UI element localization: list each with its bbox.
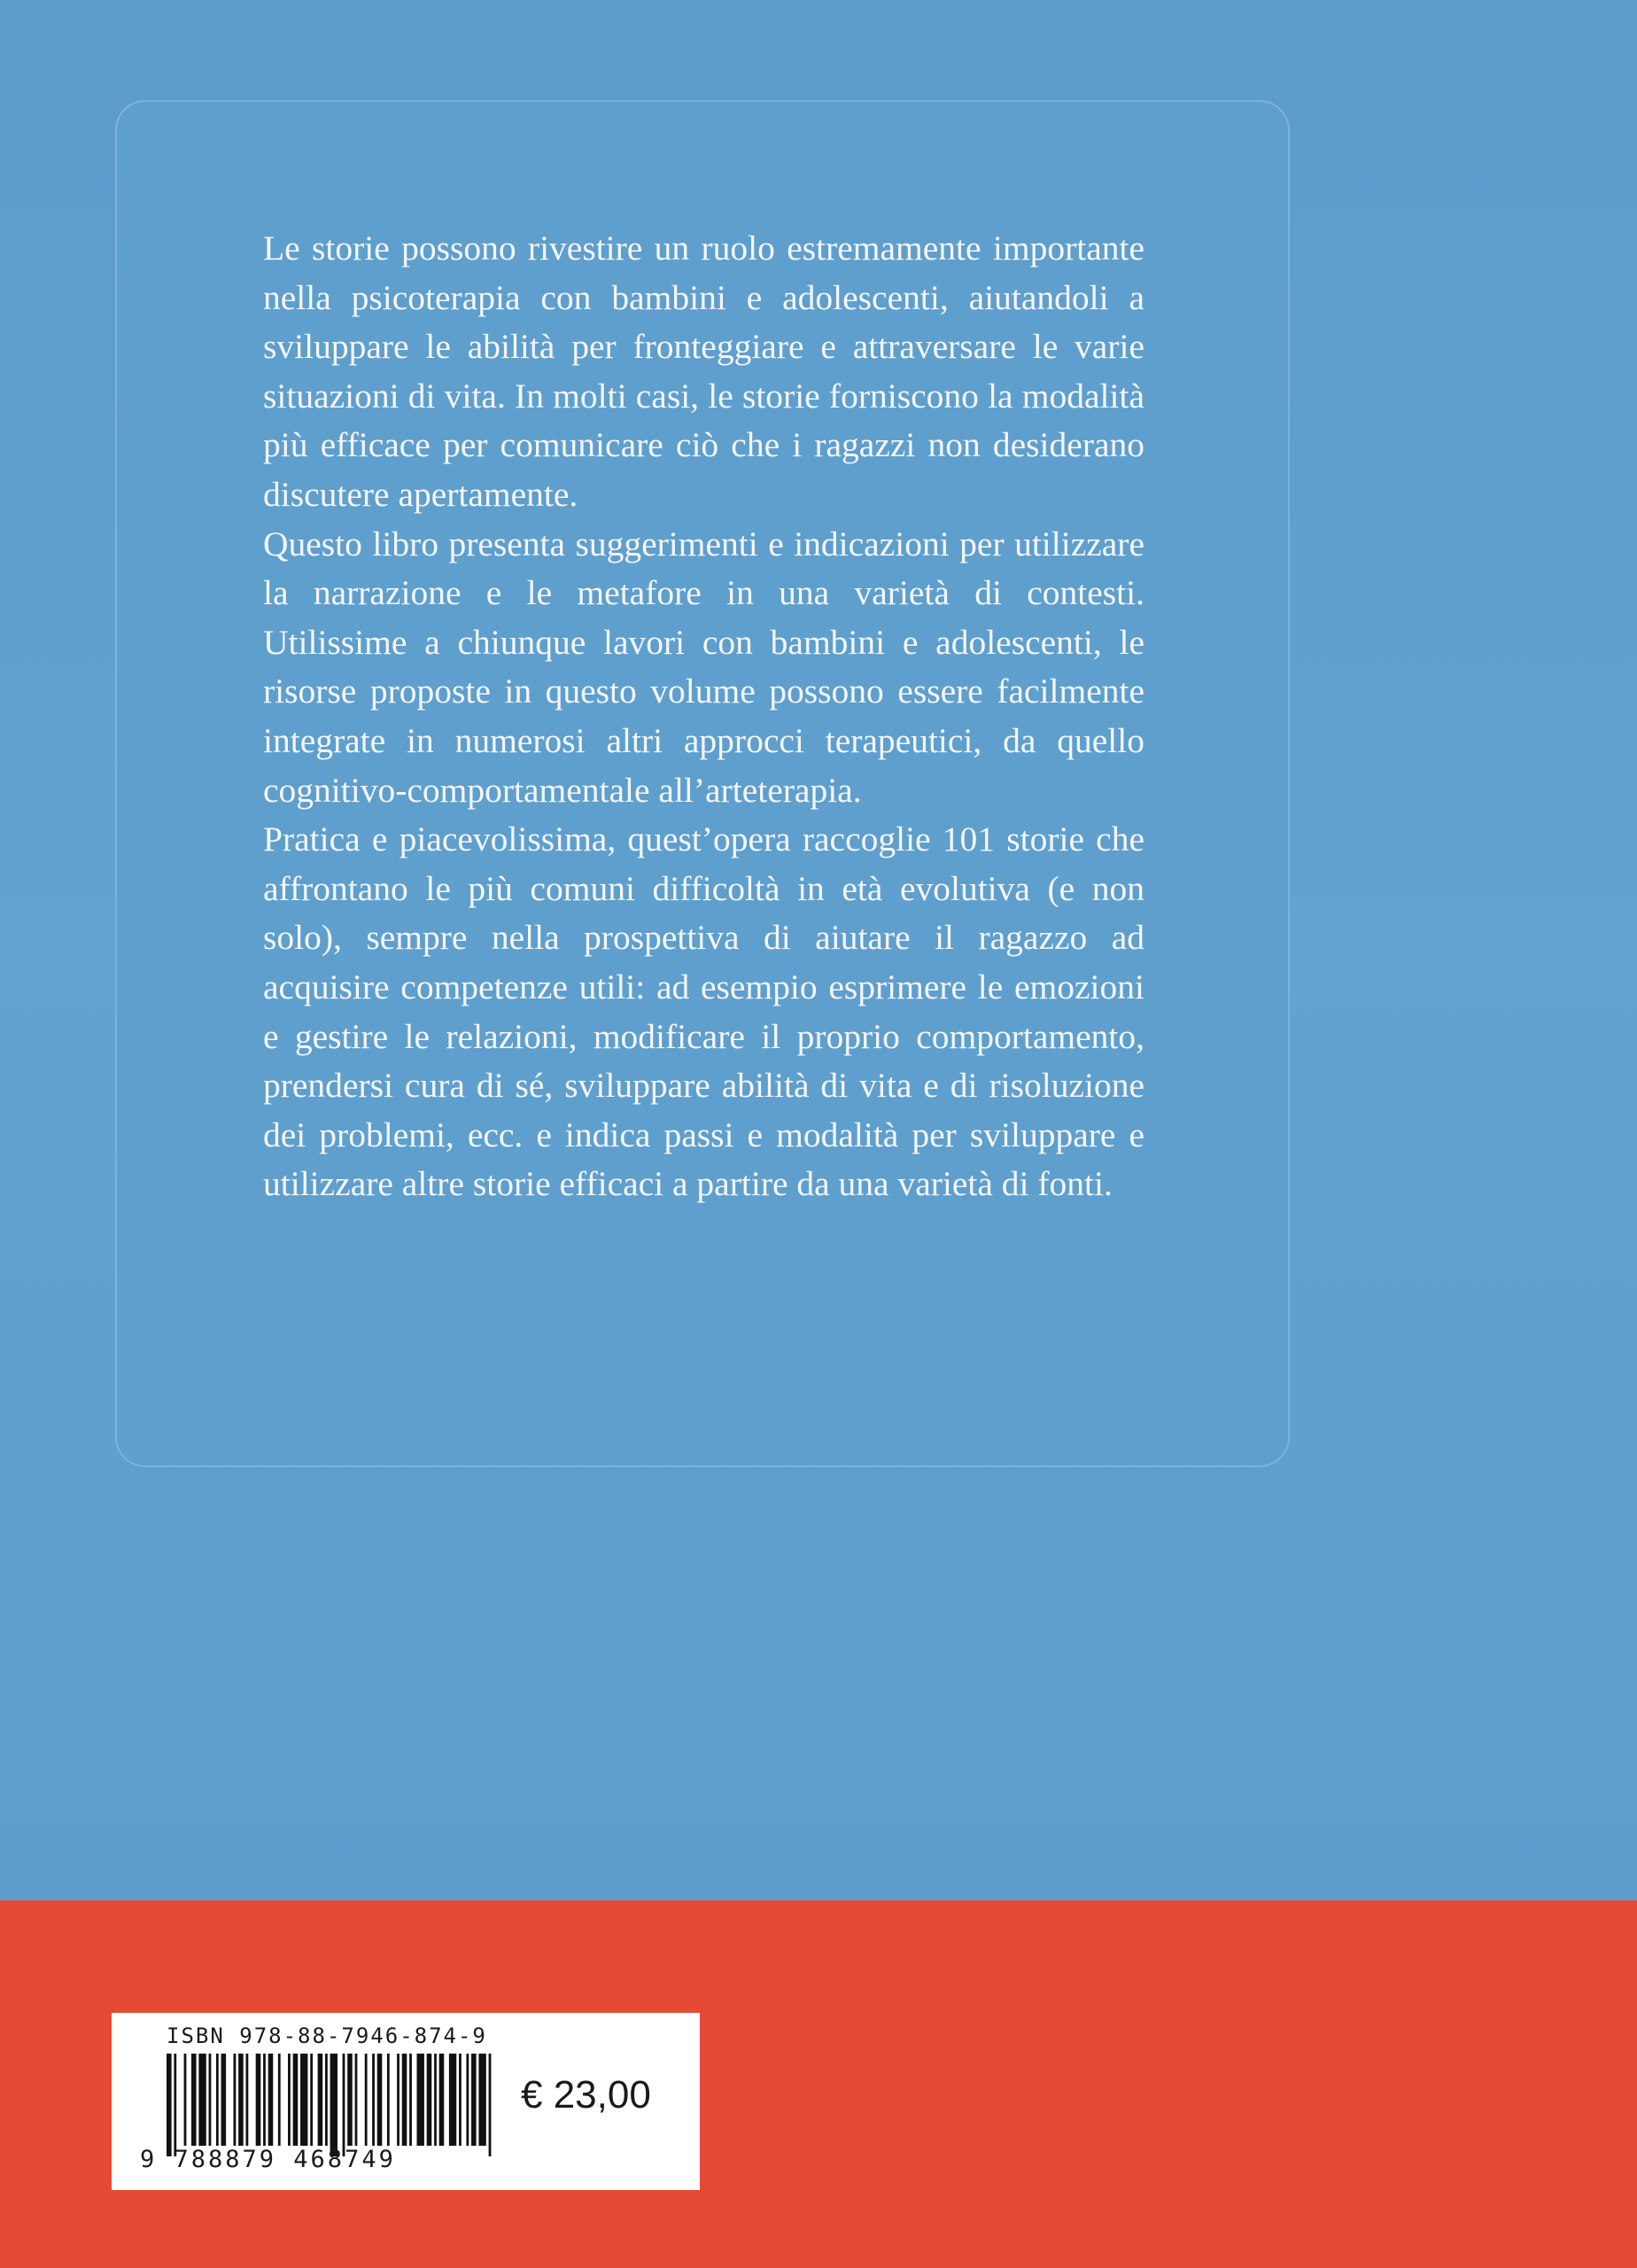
barcode-bar <box>459 2054 462 2146</box>
barcode-bar <box>310 2054 313 2146</box>
blurb-paragraph-3: Pratica e piacevolissima, quest’opera raccoglie 101 storie che affrontano le più comuni difficoltà in età evolutiva (e non solo), sempre nella prospettiva di aiutare il ragazzo ad acquisire competenze utili: ad esempio esprimere le emozioni e gestire le relazioni, modificare il proprio comportamento, prendersi cura di sé, sviluppare abilità di vita e di risoluzione dei problemi, ecc. e indica passi e modalità per sviluppare e utilizzare altre storie efficaci a partire da una varietà di fonti. <box>263 819 1144 1204</box>
blurb-paragraph-2: Questo libro presenta suggerimenti e indicazioni per utilizzare la narrazione e le metafore in una varietà di contesti. Utilissime a chiunque lavori con bambini e adolescenti, le risorse proposte in questo volume possono essere facilmente integrate in numerosi altri approcci terapeutici, da quello cognitivo-comportamentale all’arteterapia. <box>263 524 1144 810</box>
barcode-bar <box>234 2054 237 2146</box>
barcode-bar <box>167 2054 172 2156</box>
barcode-bar <box>325 2054 328 2146</box>
barcode-bar <box>293 2054 299 2146</box>
barcode-bar <box>387 2054 390 2146</box>
barcode-bar <box>434 2054 437 2146</box>
back-cover-blurb <box>263 224 1144 1209</box>
barcode-bar <box>372 2054 375 2146</box>
barcode-bar <box>238 2054 244 2146</box>
barcode-bar <box>318 2054 323 2146</box>
barcode-bar <box>365 2054 368 2146</box>
barcode-bar <box>471 2054 477 2146</box>
blurb-paragraph-1: Le storie possono rivestire un ruolo estremamente importante nella psicoterapia con bambini e adolescenti, aiutandoli a sviluppare le abilità per fronteggiare e attraversare le varie situazioni di vita. In molti casi, le storie forniscono la modalità più efficace per comunicare ciò che i ragazzi non desiderano discutere apertamente. <box>263 229 1144 514</box>
isbn-number: ISBN 978-88-7946-874-9 <box>167 2023 487 2048</box>
barcode-bar <box>427 2054 432 2146</box>
barcode-bar <box>278 2054 281 2146</box>
barcode-bar <box>300 2054 307 2146</box>
barcode-bar <box>449 2054 456 2146</box>
barcode-bar <box>417 2054 424 2146</box>
barcode-bar <box>402 2054 407 2146</box>
barcode-bar <box>343 2054 345 2156</box>
barcode-bar <box>489 2054 492 2156</box>
barcode-bar <box>355 2054 358 2146</box>
barcode-digits: 9 788879 468749 <box>140 2146 396 2173</box>
barcode-bar <box>409 2054 412 2146</box>
barcode-bar <box>330 2054 337 2156</box>
barcode-bar <box>174 2054 176 2156</box>
barcode-bar <box>256 2054 261 2146</box>
barcode-bar <box>263 2054 266 2146</box>
barcode-bar <box>246 2054 249 2146</box>
barcode-bar <box>191 2054 197 2146</box>
barcode-bar <box>216 2054 219 2146</box>
barcode-bar <box>397 2054 400 2146</box>
barcode-bar <box>184 2054 187 2146</box>
price: € 23,00 <box>521 2073 651 2117</box>
barcode-bar <box>347 2054 353 2146</box>
barcode-bar <box>377 2054 383 2146</box>
barcode-bar <box>466 2054 469 2146</box>
barcode-bar <box>439 2054 445 2146</box>
barcode-bar <box>478 2054 485 2146</box>
barcode-bar <box>268 2054 274 2146</box>
barcode-icon <box>167 2054 496 2156</box>
barcode-bar <box>221 2054 227 2146</box>
barcode-bar <box>288 2054 291 2146</box>
isbn-label <box>112 2013 700 2190</box>
barcode-bar <box>209 2054 212 2146</box>
barcode-bar <box>198 2054 206 2146</box>
